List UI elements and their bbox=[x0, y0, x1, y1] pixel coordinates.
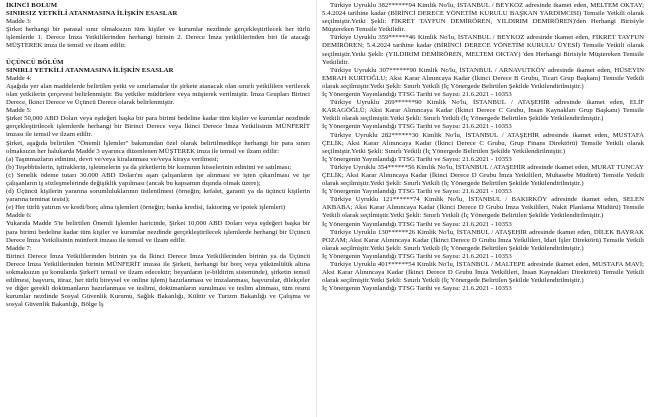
list-item: (a) Taşınmazların edinimi, devri ve/veya kiralanması ve/veya kiraya verilmesi; bbox=[6, 155, 219, 163]
representative-entry: Türkiye Uyruklu 401******54 Kimlik No'lu, İSTANBUL / MALTEPE adresinde ikamet eden, MUSTAFA MAVİ; Aksi Karar Alınıncaya Kadar (İkinci Derece D Grubu İmza Yetkilileri, İnsan Kaynakları Direktörü) Temsile Yetkili olarak seçilmiştir.Yetki Şekli: Sınırlı Yetkili (İç Yönergede Belirtilen Şekilde Yetkilendirilmiştir.) bbox=[322, 261, 644, 285]
section-subheading: SINIRSIZ YETKİLİ ATANMASINA İLİŞKİN ESASLAR bbox=[6, 10, 178, 18]
section-heading: ÜÇÜNCÜ BÖLÜM bbox=[6, 58, 64, 66]
representative-entry: Türkiye Uyruklu 307******90 Kimlik No'lu, İSTANBUL / ARNAVUTKÖY adresinde ikamet eden, HÜSEYİN EMRAH KURTOĞLU; Aksi Karar Alınıncaya Kadar (İkinci Derece B Grubu, Ticari Grup Başkanı) Temsile Yetkili olarak seçilmiştir.Yetki Şekli: Sınırlı Yetkili (İç Yönergede Belirtilen Şekilde Yetkilendirilmiştir.) bbox=[322, 66, 644, 90]
directive-publication-line: İç Yönergenin Yayınlandığı TTSG Tarihi ve Sayısı: 21.6.2021 - 10353 bbox=[322, 220, 512, 228]
left-column bbox=[6, 2, 310, 415]
list-item: (e) Her türlü yatırım ve kredi/borç alma işlemleri (örneğin; banka kredisi, faktoring ve ipotek işlemleri) bbox=[6, 204, 286, 212]
article-paragraph: Yukarıda Madde 5'te belirtilen Önemli İşlemler haricinde, Şirket 10,000 ABD Doları veya eşdeğeri başka bir para birimi bedeline kadar tüm kişiler ve kurumlar nezdinde gerçekleştirilecek işlemlerde herhangi bir Üçüncü Derece İmza Yetkilisinin münferit imzası ile temsil ve ilzam edilir. bbox=[6, 220, 310, 244]
representative-entry: Türkiye Uyruklu 269******90 Kimlik No'lu, İSTANBUL / ATAŞEHİR adresinde ikamet eden, ELİF KARAGÖĞLÜ; Aksi Karar Alınıncaya Kadar (İkinci Derece C Grubu, İnsan Kaynakları Grup Başkanı) Temsile Yetkili olarak seçilmiştir.Yetki Şekli: Sınırlı Yetkili (İç Yönergede Belirtilen Şekilde Yetkilendirilmiştir.) bbox=[322, 99, 644, 123]
representative-entry: Türkiye Uyruklu 130******26 Kimlik No'lu, İSTANBUL / ATAŞEHİR adresinde ikamet eden, DİLEK BAYRAK POZAM; Aksi Karar Alınıncaya Kadar (İkinci Derece D Grubu İmza Yetkilileri, İdari İşler Direktörü) Temsile Yetkili olarak seçilmiştir.Yetki Şekli: Sınırlı Yetkili (İç Yönergede Belirtilen Şekilde Yetkilendirilmiştir.) bbox=[322, 228, 644, 252]
directive-publication-line: İç Yönergenin Yayınlandığı TTSG Tarihi ve Sayısı: 21.6.2021 - 10353 bbox=[322, 91, 512, 99]
directive-publication-line: İç Yönergenin Yayınlandığı TTSG Tarihi ve Sayısı: 21.6.2021 - 10353 bbox=[322, 252, 512, 260]
representative-entry: Türkiye Uyruklu 382******94 Kimlik No'lu, İSTANBUL / BEYKOZ adresinde ikamet eden, MELTEM OKTAY; 5.4.2024 tarihine kadar (BİRİNCİ DERECE YÖNETİM KURULU BAŞKAN YARDIMCISI) Temsile Yetkili olarak seçilmiştir.Yetki Şekli: FİKRET TAYFUN DEMİRÖREN, YILDIRIM DEMİRÖREN)'den Herhangi Birisiyle Müştereken Temsile Yetkilidir. bbox=[322, 2, 644, 34]
representative-entry: Türkiye Uyruklu 121******74 Kimlik No'lu, İSTANBUL / BAKIRKÖY adresinde ikamet eden, SELEN AKBABA; Aksi Karar Alınıncaya Kadar (İkinci Derece D Grubu İmza Yetkilileri, Nakit Planlama Müdürü) Temsile Yetkili olarak seçilmiştir.Yetki Şekli: Sınırlı Yetkili (İç Yönergede Belirtilen Şekilde Yetkilendirilmiştir.) bbox=[322, 196, 644, 220]
article-paragraph: Şirket herhangi bir parasal sınır olmaksızın tüm kişiler ve kurumlar nezdinde gerçekleştirilecek her türlü işlemlerde 1. Derece İmza Yetkililerinden herhangi birinin 2. Derece İmza yetkililerinden biri ile atacağı MÜŞTEREK imza ile temsil ve ilzam edilir. bbox=[6, 26, 310, 50]
article-number: Madde 3: bbox=[6, 18, 32, 26]
column-divider bbox=[316, 0, 317, 417]
list-item: (d) Üçüncü kişilerin yararına sorumluluklarının üstlenilmesi (örneğin; kefalet, garanti ya da üçüncü kişilerin yararına teminat tesisi); bbox=[6, 188, 310, 204]
directive-publication-line: İç Yönergenin Yayınlandığı TTSG Tarihi ve Sayısı: 21.6.2021 - 10353 bbox=[322, 123, 512, 131]
section-heading: İKİNCİ BÖLÜM bbox=[6, 2, 58, 9]
section-subheading: SINIRLI YETKİLİ ATANMASINA İLİŞKİN ESASLAR bbox=[6, 66, 174, 74]
list-item: (c) Senelik ödeme tutarı 30.000 ABD Doları'nı aşan çalışanların işe alınması ve işten çıkarılması ve işe çalışanların iş sözleşmelerinde değişiklik yapılması (ancak bu kapsamın dışında olmak üzere); bbox=[6, 171, 310, 187]
representative-entry: Türkiye Uyruklu 354******56 Kimlik No'lu, İSTANBUL / ATAŞEHİR adresinde ikamet eden, MURAT TUNCAY ÇELİK; Aksi Karar Alınıncaya Kadar (İkinci Derece D Grubu İmza Yetkilileri, Muhasebe Müdürü) Temsile Yetkili olarak seçilmiştir.Yetki Şekli: Sınırlı Yetkili (İç Yönergede Belirtilen Şekilde Yetkilendirilmiştir.) bbox=[322, 163, 644, 188]
article-number: Madde 5: bbox=[6, 107, 32, 115]
article-number: Madde 7: bbox=[6, 244, 32, 252]
article-number: Madde 4: bbox=[6, 74, 32, 82]
directive-publication-line: İç Yönergenin Yayınlandığı TTSG Tarihi ve Sayısı: 21.6.2021 - 10353 bbox=[322, 155, 512, 163]
article-paragraph: Aşağıda yer alan maddelerde belirtilen yetki ve sınırlamalar ile şirkete atanacak olan sınırlı yetkililere verilecek olan yetkilerin çerçevesi belirlenmiştir. Bu yetkiler müdürlere veya müşterek verilmiştir. İmza Grupları Birinci Derece, İkinci Derece ve Üçüncü Derece olarak belirlenmiştir. bbox=[6, 82, 310, 107]
representative-entry: Türkiye Uyruklu 282******30 Kimlik No'lu, İSTANBUL / ATAŞEHİR adresinde ikamet eden, MUSTAFA ÇELİK; Aksi Karar Alınıncaya Kadar (İkinci Derece C Grubu, Grup Finans Direktörü) Temsile Yetkili olarak seçilmiştir.Yetki Şekli: Sınırlı Yetkili (İç Yönergede Belirtilen Şekilde Yetkilendirilmiştir.) bbox=[322, 131, 644, 155]
representative-entry: Türkiye Uyruklu 359******46 Kimlik No'lu, İSTANBUL / BEYKOZ adresinde ikamet eden, FİKRET TAYFUN DEMİRÖREN; 5.4.2024 tarihine kadar (BİRİNCİ DERECE YÖNETİM KURULU ÜYESİ) Temsile Yetkili olarak seçilmiştir.Yetki Şekli: (YILDIRIM DEMİRÖREN, MELTEM OKTAY) 'den Herhangi Birisiyle Müştereken Temsile Yetkilidir. bbox=[322, 34, 644, 66]
list-item: (b) Teşebbüslerin, iştiraklerin, işletmelerin ya da şirketlerin bir kısmının hisselerinin edinimi ve satılması; bbox=[6, 163, 292, 171]
article-paragraph: Şirket 50,000 ABD Doları veya eşdeğeri başka bir para birimi bedeline kadar tüm kişiler ve kurumlar nezdinde gerçekleştirilecek işlemlerde herhangi bir Birinci Derece veya İkinci Derece İmza Yetkilisinin MÜNFERİT imzası ile temsil ve ilzam edilir. bbox=[6, 115, 310, 139]
directive-publication-line: İç Yönergenin Yayınlandığı TTSG Tarihi ve Sayısı: 21.6.2021 - 10353 bbox=[322, 188, 512, 196]
article-paragraph: Şirket, aşağıda belirtilen "Önemli İşlemler" bakımından özel olarak belirtilmedikçe herhangi bir para sınırı olmaksızın her halukarda Madde 3 uyarınca düzenlenen MÜŞTEREK imza ile temsil ve ilzam edilir: bbox=[6, 139, 310, 155]
right-column bbox=[322, 2, 644, 415]
article-number: Madde 6: bbox=[6, 212, 32, 220]
directive-publication-line: İç Yönergenin Yayınlandığı TTSG Tarihi ve Sayısı: 21.6.2021 - 10353 bbox=[322, 285, 512, 293]
article-paragraph: Birinci Derece İmza Yetkililerinden birinin ya da İkinci Derece İmza Yetkililerinden birinin ya da Üçüncü Derece İmza Yetkililerinden birinin MÜNFERİT imzası ile Şirketi, herhangi bir borç veya yükümlülük altına sokmaksızın şu konularda Şirket'i temsil ve ilzam edecektir; beyanların (e-bildirim sisteminde), şirketin temsil edilmesi, başvuru, itiraz, her türlü bireysel ve online işlem) hazırlanması ve imzalanması, başvurular, dilekçeler ve diğer gerekli dokümanların hazırlanması ve teslimi, dokümanların sunulması ve teslim alınması, tüm resmi kurumlar nezdinde Sosyal Güvenlik Kurumu, Sağlık Bakanlığı, Kültür ve Turizm Bakanlığı ve Çalışma ve sosyal Güvenlik Bakanlığı, Bölge İş bbox=[6, 252, 310, 309]
